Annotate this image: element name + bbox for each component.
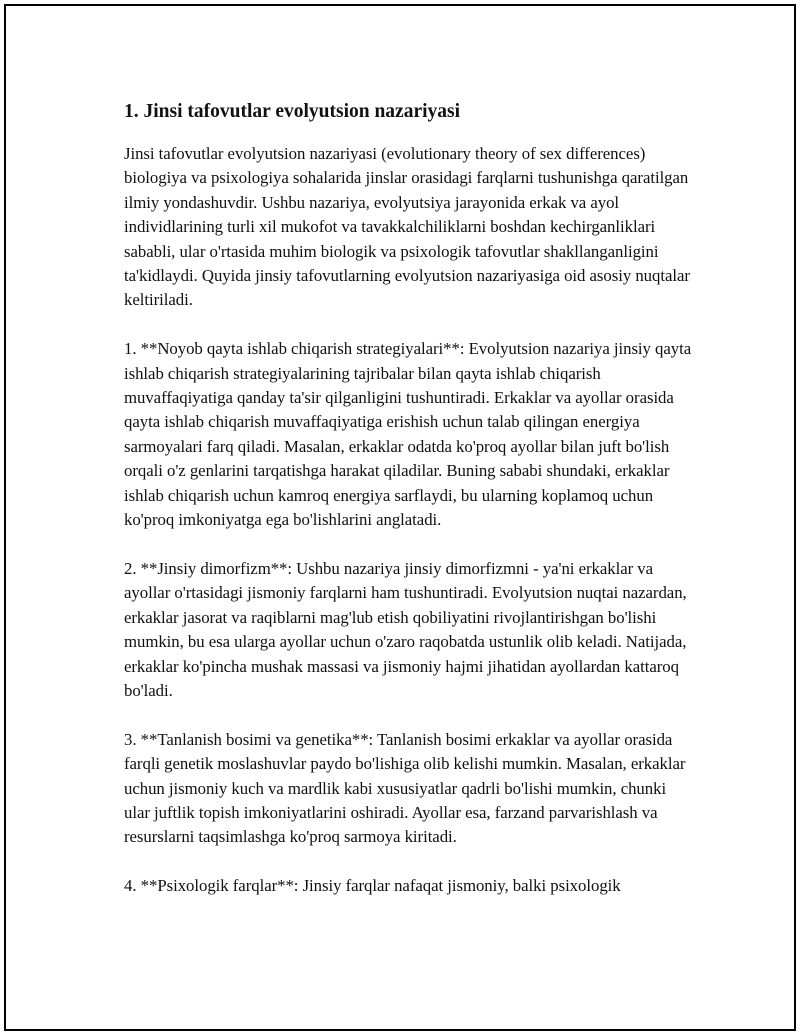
document-title: 1. Jinsi tafovutlar evolyutsion nazariyasi xyxy=(124,101,461,122)
paragraph-point-2: 2. **Jinsiy dimorfizm**: Ushbu nazariya jinsiy dimorfizmni - ya'ni erkaklar va ayollar o'rtasidagi jismoniy farqlarni ham tushuntiradi. Evolyutsion nuqtai nazardan, erkaklar jasorat va raqiblarni mag'lub etish qobiliyatini rivojlantirishgan bo'lishi mumkin, bu esa ularga ayollar uchun o'zaro raqobatda ustunlik olib keladi. Natijada, erkaklar ko'pincha mushak massasi va jismoniy hajmi jihatidan ayollardan kattaroq bo'ladi. xyxy=(124,558,687,700)
document-body xyxy=(124,99,694,899)
paragraph-point-4: 4. **Psixologik farqlar**: Jinsiy farqlar nafaqat jismoniy, balki psixologik xyxy=(124,876,621,896)
page-frame xyxy=(4,4,796,1031)
paragraph-point-3: 3. **Tanlanish bosimi va genetika**: Tanlanish bosimi erkaklar va ayollar orasida farqli genetik moslashuvlar paydo bo'lishiga olib kelishi mumkin. Masalan, erkaklar uchun jismoniy kuch va mardlik kabi xususiyatlar qadrli bo'lishi mumkin, chunki ular juftlik topish imkoniyatlarini oshiradi. Ayollar esa, farzand parvarishlash va resurslarni taqsimlashga ko'proq sarmoya kiritadi. xyxy=(124,729,686,847)
paragraph-point-1: 1. **Noyob qayta ishlab chiqarish strategiyalari**: Evolyutsion nazariya jinsiy qayta ishlab chiqarish strategiyalarining tajribalar bilan qayta ishlab chiqarish muvaffaqiyatiga qanday ta'sir qilganligini tushuntiradi. Erkaklar va ayollar orasida qayta ishlab chiqarish muvaffaqiyatiga erishish uchun talab qilingan energiya sarmoyalari farq qiladi. Masalan, erkaklar odatda ko'proq ayollar bilan juft bo'lish orqali o'z genlarini tarqatishga harakat qiladilar. Buning sababi shundaki, erkaklar ishlab chiqarish uchun kamroq energiya sarflaydi, bu ularning koplamoq uchun ko'proq imkoniyatga ega bo'lishlarini anglatadi. xyxy=(124,339,692,530)
paragraph-intro: Jinsi tafovutlar evolyutsion nazariyasi (evolutionary theory of sex differences) biologiya va psixologiya sohalarida jinslar orasidagi farqlarni tushunishga qaratilgan ilmiy yondashuvdir. Ushbu nazariya, evolyutsiya jarayonida erkak va ayol individlarining turli xil mukofot va tavakkalchiliklarni boshdan kechirganliklari sababli, ular o'rtasida muhim biologik va psixologik tafovutlar shakllanganligini ta'kidlaydi. Quyida jinsiy tafovutlarning evolyutsion nazariyasiga oid asosiy nuqtalar keltiriladi. xyxy=(124,144,690,310)
